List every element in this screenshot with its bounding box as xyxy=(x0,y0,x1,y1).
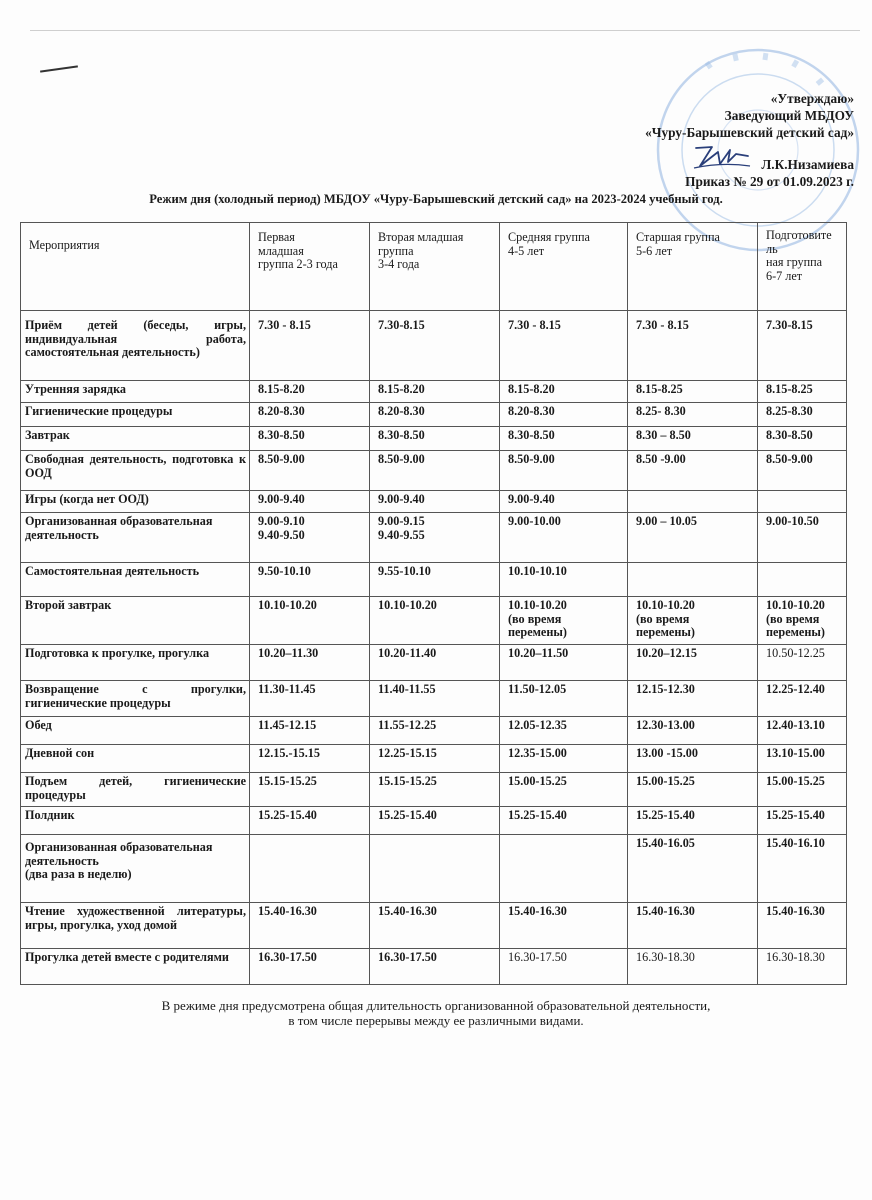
table-row xyxy=(21,451,847,491)
time-cell: 15.40-16.30 xyxy=(500,903,628,949)
time-cell: 11.55-12.25 xyxy=(370,717,500,745)
time-cell: 12.25-15.15 xyxy=(370,745,500,773)
time-cell: 8.50-9.00 xyxy=(758,451,847,491)
row-activity: Второй завтрак xyxy=(21,597,250,645)
time-cell: 10.20–11.50 xyxy=(500,645,628,681)
time-cell: 15.15-15.25 xyxy=(250,773,370,807)
time-cell: 11.40-11.55 xyxy=(370,681,500,717)
time-cell: 15.25-15.40 xyxy=(758,807,847,835)
time-cell: 12.15-12.30 xyxy=(628,681,758,717)
time-cell: 9.00-9.40 xyxy=(500,491,628,513)
page-top-border xyxy=(30,30,860,31)
time-cell: 8.20-8.30 xyxy=(250,403,370,427)
time-cell: 8.30-8.50 xyxy=(500,427,628,451)
time-cell: 8.20-8.30 xyxy=(500,403,628,427)
time-cell: 9.00-10.00 xyxy=(500,513,628,563)
time-cell: 10.10-10.20 (во время перемены) xyxy=(500,597,628,645)
time-cell: 12.15.-15.15 xyxy=(250,745,370,773)
pen-mark xyxy=(40,65,78,72)
time-cell: 15.15-15.25 xyxy=(370,773,500,807)
time-cell: 8.50 -9.00 xyxy=(628,451,758,491)
row-activity: Подъем детей, гигиенические процедуры xyxy=(21,773,250,807)
time-cell: 8.30 – 8.50 xyxy=(628,427,758,451)
table-row xyxy=(21,513,847,563)
time-cell: 7.30-8.15 xyxy=(370,311,500,381)
approval-position: Заведующий МБДОУ xyxy=(724,108,854,123)
table-row xyxy=(21,563,847,597)
time-cell: 10.10-10.20 (во время перемены) xyxy=(628,597,758,645)
time-cell: 8.30-8.50 xyxy=(758,427,847,451)
time-cell xyxy=(370,835,500,903)
time-cell: 7.30 - 8.15 xyxy=(500,311,628,381)
time-cell: 15.00-15.25 xyxy=(500,773,628,807)
footer-line-1: В режиме дня предусмотрена общая длительность организованной образовательной деятельности, xyxy=(161,998,711,1013)
row-activity: Подготовка к прогулке, прогулка xyxy=(21,645,250,681)
time-cell: 15.40-16.30 xyxy=(758,903,847,949)
table-row xyxy=(21,903,847,949)
time-cell: 15.40-16.30 xyxy=(628,903,758,949)
table-row xyxy=(21,807,847,835)
approval-order: Приказ № 29 от 01.09.2023 г. xyxy=(685,174,854,189)
time-cell: 9.00-9.15 9.40-9.55 xyxy=(370,513,500,563)
approval-name: Л.К.Низамиева xyxy=(761,157,854,172)
time-cell: 16.30-17.50 xyxy=(370,949,500,985)
time-cell: 15.00-15.25 xyxy=(628,773,758,807)
table-row xyxy=(21,381,847,403)
time-cell: 8.25-8.30 xyxy=(758,403,847,427)
row-activity: Завтрак xyxy=(21,427,250,451)
row-activity: Гигиенические процедуры xyxy=(21,403,250,427)
row-activity: Приём детей (беседы, игры, индивидуальная работа, самостоятельная деятельность) xyxy=(21,311,250,381)
time-cell: 11.50-12.05 xyxy=(500,681,628,717)
time-cell: 16.30-17.50 xyxy=(500,949,628,985)
time-cell: 12.05-12.35 xyxy=(500,717,628,745)
time-cell: 9.55-10.10 xyxy=(370,563,500,597)
header-group-3: Средняя группа 4-5 лет xyxy=(500,223,628,311)
header-group-5: Подготовите ль ная группа 6-7 лет xyxy=(758,223,847,311)
approval-label: «Утверждаю» xyxy=(770,91,854,106)
time-cell: 8.15-8.20 xyxy=(250,381,370,403)
table-row xyxy=(21,717,847,745)
time-cell: 12.30-13.00 xyxy=(628,717,758,745)
time-cell: 10.10-10.20 xyxy=(250,597,370,645)
time-cell: 13.00 -15.00 xyxy=(628,745,758,773)
time-cell: 8.15-8.25 xyxy=(628,381,758,403)
time-cell: 9.00-9.40 xyxy=(370,491,500,513)
time-cell: 8.30-8.50 xyxy=(250,427,370,451)
time-cell: 16.30-18.30 xyxy=(758,949,847,985)
time-cell: 13.10-15.00 xyxy=(758,745,847,773)
header-group-1: Первая младшая группа 2-3 года xyxy=(250,223,370,311)
row-activity: Полдник xyxy=(21,807,250,835)
row-activity: Игры (когда нет ООД) xyxy=(21,491,250,513)
row-activity: Обед xyxy=(21,717,250,745)
time-cell: 8.30-8.50 xyxy=(370,427,500,451)
time-cell: 16.30-17.50 xyxy=(250,949,370,985)
time-cell: 10.20–12.15 xyxy=(628,645,758,681)
row-activity: Организованная образовательная деятельность (два раза в неделю) xyxy=(21,835,250,903)
time-cell: 15.25-15.40 xyxy=(250,807,370,835)
time-cell xyxy=(500,835,628,903)
time-cell: 12.40-13.10 xyxy=(758,717,847,745)
time-cell: 11.45-12.15 xyxy=(250,717,370,745)
time-cell: 15.40-16.10 xyxy=(758,835,847,903)
table-row xyxy=(21,597,847,645)
header-group-2: Вторая младшая группа 3-4 года xyxy=(370,223,500,311)
time-cell: 8.25- 8.30 xyxy=(628,403,758,427)
time-cell: 9.00-9.10 9.40-9.50 xyxy=(250,513,370,563)
time-cell: 7.30 - 8.15 xyxy=(628,311,758,381)
time-cell: 11.30-11.45 xyxy=(250,681,370,717)
time-cell: 16.30-18.30 xyxy=(628,949,758,985)
time-cell: 9.00-9.40 xyxy=(250,491,370,513)
time-cell: 10.20–11.30 xyxy=(250,645,370,681)
time-cell: 10.10-10.20 (во время перемены) xyxy=(758,597,847,645)
time-cell: 15.25-15.40 xyxy=(370,807,500,835)
table-row xyxy=(21,427,847,451)
header-group-4: Старшая группа 5-6 лет xyxy=(628,223,758,311)
table-row xyxy=(21,403,847,427)
time-cell: 15.25-15.40 xyxy=(628,807,758,835)
time-cell: 8.50-9.00 xyxy=(250,451,370,491)
schedule-table xyxy=(20,222,847,985)
time-cell: 10.20-11.40 xyxy=(370,645,500,681)
approval-block xyxy=(645,90,854,190)
time-cell xyxy=(250,835,370,903)
table-row xyxy=(21,645,847,681)
row-activity: Организованная образовательная деятельность xyxy=(21,513,250,563)
time-cell: 8.50-9.00 xyxy=(500,451,628,491)
time-cell: 15.25-15.40 xyxy=(500,807,628,835)
time-cell: 8.20-8.30 xyxy=(370,403,500,427)
table-row xyxy=(21,491,847,513)
table-header-row xyxy=(21,223,847,311)
row-activity: Возвращение с прогулки, гигиенические процедуры xyxy=(21,681,250,717)
table-row xyxy=(21,745,847,773)
footer-note xyxy=(0,998,872,1028)
time-cell: 9.50-10.10 xyxy=(250,563,370,597)
time-cell: 7.30-8.15 xyxy=(758,311,847,381)
time-cell: 10.10-10.10 xyxy=(500,563,628,597)
signature-icon xyxy=(692,142,752,172)
row-activity: Прогулка детей вместе с родителями xyxy=(21,949,250,985)
time-cell: 15.40-16.30 xyxy=(370,903,500,949)
time-cell: 8.50-9.00 xyxy=(370,451,500,491)
time-cell: 9.00 – 10.05 xyxy=(628,513,758,563)
time-cell xyxy=(628,563,758,597)
table-row xyxy=(21,835,847,903)
time-cell: 12.35-15.00 xyxy=(500,745,628,773)
time-cell: 15.00-15.25 xyxy=(758,773,847,807)
row-activity: Свободная деятельность, подготовка к ООД xyxy=(21,451,250,491)
row-activity: Самостоятельная деятельность xyxy=(21,563,250,597)
time-cell: 7.30 - 8.15 xyxy=(250,311,370,381)
row-activity: Дневной сон xyxy=(21,745,250,773)
time-cell xyxy=(758,491,847,513)
time-cell: 8.15-8.20 xyxy=(370,381,500,403)
table-row xyxy=(21,773,847,807)
time-cell: 12.25-12.40 xyxy=(758,681,847,717)
row-activity: Утренняя зарядка xyxy=(21,381,250,403)
time-cell: 8.15-8.20 xyxy=(500,381,628,403)
time-cell: 15.40-16.05 xyxy=(628,835,758,903)
time-cell: 15.40-16.30 xyxy=(250,903,370,949)
header-activities: Мероприятия xyxy=(21,223,250,311)
time-cell: 9.00-10.50 xyxy=(758,513,847,563)
row-activity: Чтение художественной литературы, игры, прогулка, уход домой xyxy=(21,903,250,949)
table-row xyxy=(21,949,847,985)
time-cell: 10.50-12.25 xyxy=(758,645,847,681)
document-title: Режим дня (холодный период) МБДОУ «Чуру-Барышевский детский сад» на 2023-2024 учебный год. xyxy=(149,192,723,206)
footer-line-2: в том числе перерывы между ее различными видами. xyxy=(288,1013,584,1028)
time-cell xyxy=(758,563,847,597)
approval-organization: «Чуру-Барышевский детский сад» xyxy=(645,125,854,140)
time-cell: 10.10-10.20 xyxy=(370,597,500,645)
table-row xyxy=(21,681,847,717)
time-cell: 8.15-8.25 xyxy=(758,381,847,403)
table-row xyxy=(21,311,847,381)
time-cell xyxy=(628,491,758,513)
